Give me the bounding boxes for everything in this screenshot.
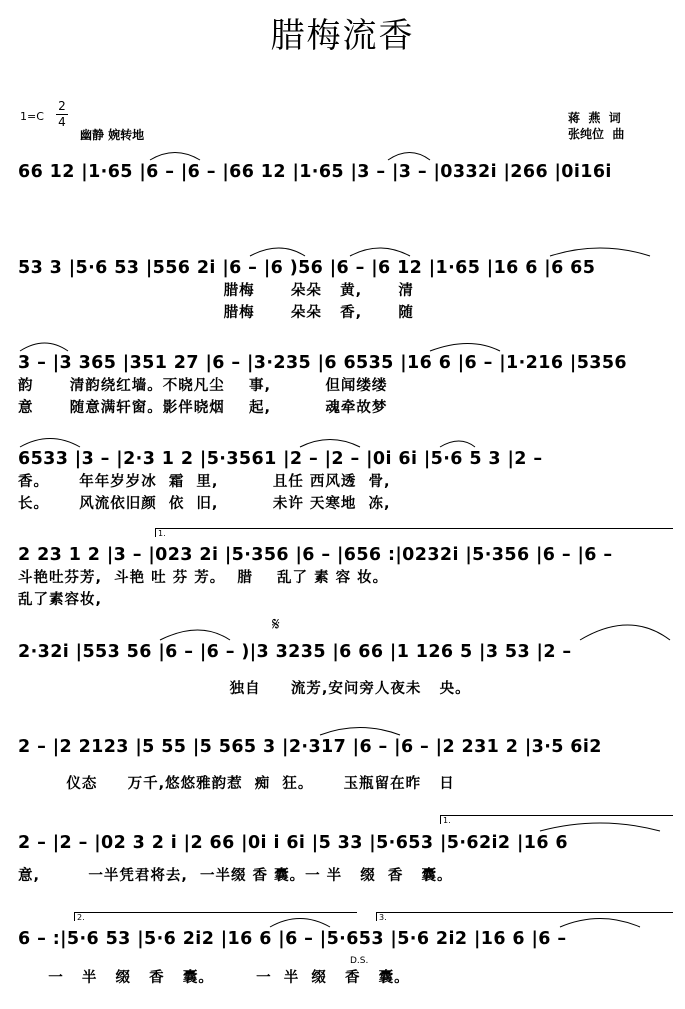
slur — [430, 344, 500, 352]
notation-line: 2 23 1 2 |3 – |023 2i |5·356 |6 – |656 :|0232i |5·356 |6 – |6 – — [18, 545, 613, 565]
song-title: 腊梅流香 — [270, 16, 415, 56]
score-system-7 — [18, 735, 668, 795]
notation-line: 2·32i |553 56 |6 – |6 – )|3 3235 |6 66 |1 126 5 |3 53 |2 – — [18, 642, 572, 662]
score-system-2 — [18, 256, 668, 324]
slur — [20, 343, 68, 351]
score-system-9 — [18, 927, 668, 989]
lyric-line: 乱了素容妆, — [18, 592, 103, 608]
time-signature-bottom: 4 — [58, 115, 66, 129]
time-signature — [56, 100, 68, 129]
notation-line: 6 – :|5·6 53 |5·6 2i2 |16 6 |6 – |5·653 |5·6 2i2 |16 6 |6 – — [18, 929, 567, 949]
lyric-line: 腊梅 朵朵 香, 随 — [18, 305, 414, 321]
slur — [388, 153, 430, 161]
slur — [150, 153, 200, 161]
slur — [320, 728, 400, 736]
lyric-line: 香。 年年岁岁冰 霜 里, 且任 西风透 骨, — [18, 474, 391, 490]
key-signature: 1=C — [20, 110, 44, 123]
slur — [350, 248, 410, 256]
lyric-line: 意 随意满轩窗。影伴晓烟 起, 魂牵故梦 — [18, 400, 388, 416]
lyric-line: 腊梅 朵朵 黄, 清 — [18, 283, 414, 299]
slur — [540, 823, 660, 831]
score-system-8 — [18, 831, 668, 887]
notation-line: 3 – |3 365 |351 27 |6 – |3·235 |6 6535 |16 6 |6 – |1·216 |5356 — [18, 353, 627, 373]
slur — [160, 630, 230, 640]
volta-3-bracket: 3. — [376, 912, 673, 921]
volta-1-bracket: 1. — [155, 528, 673, 537]
segno-sign: 𝄋 — [272, 614, 280, 635]
lyric-line: 韵 清韵绕红墙。不晓凡尘 事, 但闻缕缕 — [18, 378, 388, 394]
score-system-3 — [18, 351, 668, 419]
notation-line: 2 – |2 – |02 3 2 i |2 66 |0i i 6i |5 33 |5·653 |5·62i2 |16 6 — [18, 833, 568, 853]
lyric-line: 斗艳吐芬芳, 斗艳 吐 芬 芳。 腊 乱了 素 容 妆。 — [18, 570, 389, 586]
time-signature-top: 2 — [58, 99, 66, 113]
score-system-1 — [18, 160, 668, 184]
volta-2-bracket: 2. — [74, 912, 357, 921]
composer-credit: 张纯位 曲 — [568, 127, 625, 141]
score-system-6 — [18, 640, 668, 700]
slur — [250, 248, 305, 256]
lyric-line: 意, 一半凭君将去, 一半缀 香 囊。一 半 缀 香 囊。 — [18, 868, 453, 884]
volta-1-bracket: 1. — [440, 815, 673, 824]
slur — [20, 439, 80, 448]
notation-line: 2 – |2 2123 |5 55 |5 565 3 |2·317 |6 – |6 – |2 231 2 |3·5 6i2 — [18, 737, 602, 757]
dal-segno-marking: D.S. — [350, 956, 369, 966]
score-system-5 — [18, 543, 668, 611]
notation-line: 53 3 |5·6 53 |556 2i |6 – |6 )56 |6 – |6 12 |1·65 |16 6 |6 65 — [18, 258, 596, 278]
score-system-4 — [18, 447, 668, 515]
lyric-line: 长。 风流依旧颜 依 旧, 未许 天寒地 冻, — [18, 496, 391, 512]
lyric-line: 仪态 万千,悠悠雅韵惹 痴 狂。 玉瓶留在昨 日 — [18, 776, 455, 792]
notation-line: 66 12 |1·65 |6 – |6 – |66 12 |1·65 |3 – |3 – |0332i |266 |0i16i — [18, 162, 612, 182]
notation-line: 6533 |3 – |2·3 1 2 |5·3561 |2 – |2 – |0i 6i |5·6 5 3 |2 – — [18, 449, 543, 469]
slur — [550, 248, 650, 256]
lyricist-credit: 蒋 燕 词 — [568, 111, 621, 125]
lyric-line: 独自 流芳,安问旁人夜未 央。 — [18, 681, 471, 697]
tempo-marking: 幽静 婉转地 — [80, 128, 145, 142]
slur — [300, 440, 360, 448]
lyric-line: 一 半 缀 香 囊。 一 半 缀 香 囊。 — [18, 970, 410, 986]
slur — [580, 625, 670, 640]
